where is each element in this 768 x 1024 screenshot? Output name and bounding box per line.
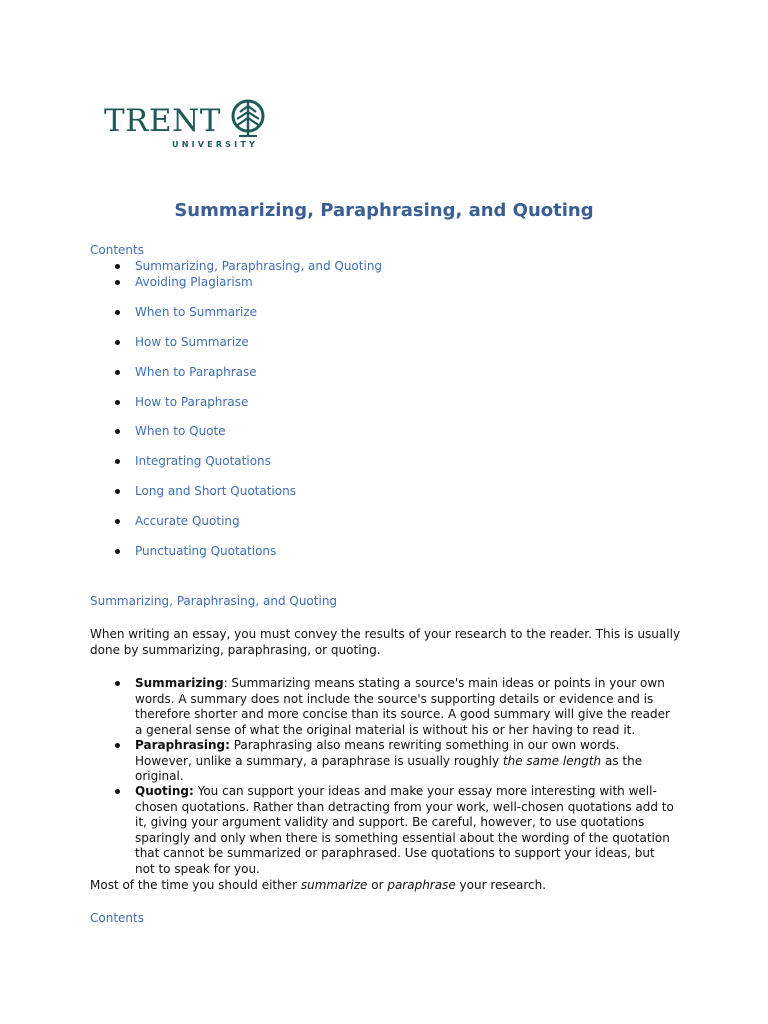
toc-link-label[interactable]: How to Paraphrase (135, 395, 249, 409)
toc-link-when-to-summarize[interactable] (135, 305, 257, 319)
toc-link-accurate-quoting[interactable] (135, 514, 240, 528)
contents-link[interactable]: Contents (90, 911, 144, 925)
bullet-term: Paraphrasing: (135, 738, 230, 752)
bullet-paraphrasing (135, 738, 675, 785)
closing-text: Most of the time you should either (90, 878, 301, 892)
bullet-summarizing (135, 676, 675, 738)
toc-link-label[interactable]: Accurate Quoting (135, 514, 240, 528)
intro-paragraph: When writing an essay, you must convey the results of your research to the reader. This is usually done by summarizing, paraphrasing, or quoting. (90, 627, 681, 657)
contents-label: Contents (90, 243, 144, 257)
toc-link-label[interactable]: Summarizing, Paraphrasing, and Quoting (135, 259, 383, 273)
toc-link-punctuating-quotations[interactable] (135, 544, 276, 558)
toc-link-avoiding-plagiarism[interactable] (135, 275, 253, 289)
bullet-term: Summarizing (135, 676, 224, 690)
toc-link-label[interactable]: When to Paraphrase (135, 365, 257, 379)
toc-link-label[interactable]: Integrating Quotations (135, 454, 271, 468)
toc-link-label[interactable]: Punctuating Quotations (135, 544, 277, 558)
closing-emphasis-summarize: summarize (300, 878, 368, 892)
toc-link-label[interactable]: When to Summarize (135, 305, 258, 319)
toc-link-when-to-quote[interactable] (135, 424, 226, 438)
section-heading: Summarizing, Paraphrasing, and Quoting (90, 594, 338, 608)
toc-link-how-to-summarize[interactable] (135, 335, 249, 349)
bullet-text: Summarizing means stating a source's main ideas or points in your own words. A summary does not include the source's supporting details or evidence and is therefore shorter and more concise than its source. A good summary will give the reader a general sense of what the original material is without his or her having to read it. (135, 676, 670, 737)
bullet-text: You can support your ideas and make your essay more interesting with well-chosen quotations. Rather than detracting from your work, well-chosen quotations add to it, giving your argument validity and support. Be careful, however, to use quotations sparingly and only when there is something essential about the wording of the quotation that cannot be summarized or paraphrased. Use quotations to support your ideas, but not to speak for you. (135, 784, 674, 876)
pine-tree-crest-icon (228, 98, 268, 140)
closing-text-mid: or (367, 878, 388, 892)
toc-link-long-and-short-quotations[interactable] (135, 484, 296, 498)
toc-link-when-to-paraphrase[interactable] (135, 365, 257, 379)
toc-link-label[interactable]: Avoiding Plagiarism (135, 275, 253, 289)
toc-link-label[interactable]: When to Quote (135, 424, 226, 438)
logo-subtitle: UNIVERSITY (172, 140, 258, 149)
bullet-separator: : (223, 676, 232, 690)
closing-emphasis-paraphrase: paraphrase (387, 878, 456, 892)
toc-link-how-to-paraphrase[interactable] (135, 395, 248, 409)
trent-university-logo (104, 98, 272, 154)
page-title: Summarizing, Paraphrasing, and Quoting (174, 200, 594, 221)
bullet-text-end: as the original. (135, 753, 643, 783)
logo-wordmark: TRENT (104, 103, 221, 139)
bullet-text: Paraphrasing also means rewriting something in our own words. However, unlike a summary, a paraphrase is usually roughly (135, 738, 620, 768)
toc-link-label[interactable]: Long and Short Quotations (135, 484, 296, 498)
toc-link-integrating-quotations[interactable] (135, 454, 271, 468)
bullet-emphasis: the same length (502, 753, 602, 768)
bullet-quoting (135, 784, 675, 877)
closing-sentence (90, 878, 546, 892)
toc-link-summarizing-paraphrasing-quoting[interactable] (135, 259, 382, 273)
toc-link-label[interactable]: How to Summarize (135, 335, 249, 349)
closing-text-end: your research. (455, 878, 547, 892)
bullet-term: Quoting: (135, 784, 194, 798)
